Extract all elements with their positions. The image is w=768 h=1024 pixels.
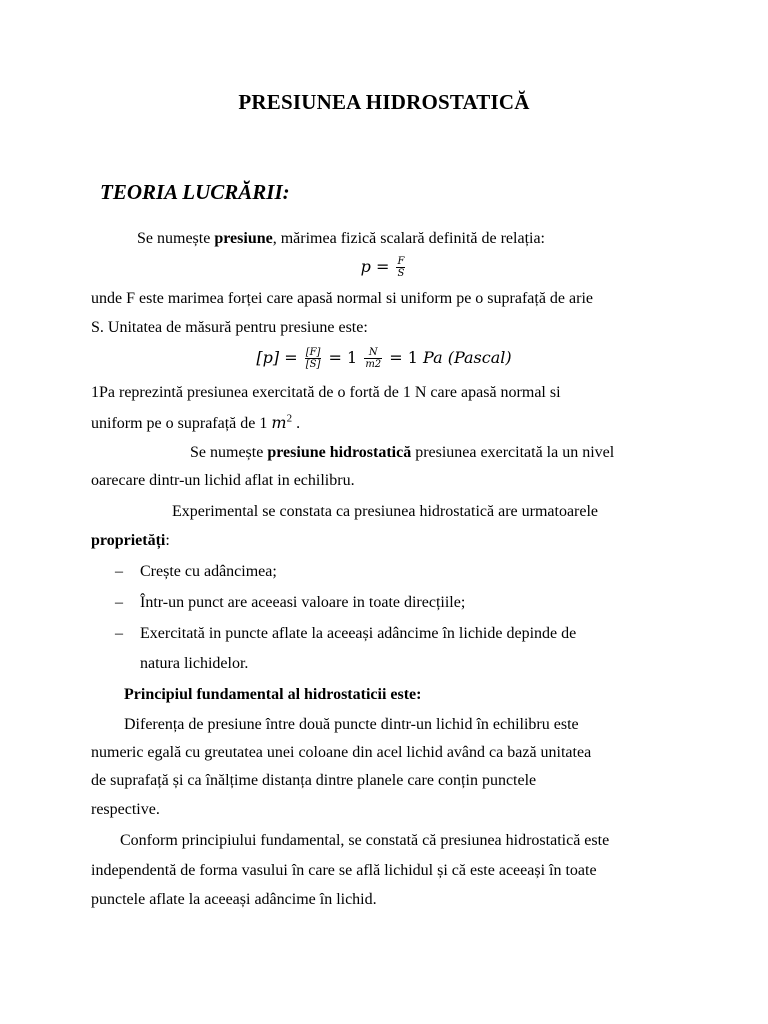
text: uniform pe o suprafață de 1 <box>91 415 272 432</box>
principle-heading: Principiul fundamental al hidrostaticii este: <box>124 686 422 703</box>
text: presiunea exercitată la un nivel <box>411 444 615 461</box>
frac-den: S <box>397 268 405 279</box>
section-heading: TEORIA LUCRĂRII: <box>100 180 290 204</box>
text: Se numește <box>137 230 215 247</box>
list-dash: – <box>115 563 123 580</box>
paragraph-line: Experimental se constata ca presiunea hidrostatică are urmatoarele <box>172 503 599 520</box>
term-presiune-hidrostatica: presiune hidrostatică <box>267 444 412 461</box>
text: , mărimea fizică scalară definită de relația: <box>272 230 545 247</box>
eq-sign: = 1 <box>328 348 358 367</box>
eq-sign: = <box>375 257 390 276</box>
paragraph-line: Diferența de presiune între două puncte dintr-un lichid în echilibru este <box>124 716 579 733</box>
eq-lhs: p <box>360 257 371 276</box>
equation-pressure <box>0 252 768 281</box>
paragraph-line: de suprafață și ca înălțime distanța dintre planele care conțin punctele <box>91 772 537 789</box>
paragraph-definition <box>137 224 677 253</box>
paragraph-line: S. Unitatea de măsură pentru presiune este: <box>91 319 368 336</box>
paragraph-line: punctele aflate la aceeași adâncime în lichid. <box>91 891 377 908</box>
text: Se numește <box>190 444 268 461</box>
paragraph-hydrostatic <box>190 438 674 467</box>
paragraph-line: Conform principiului fundamental, se constată că presiunea hidrostatică este <box>120 832 610 849</box>
paragraph-line: oarecare dintr-un lichid aflat in echilibru. <box>91 472 355 489</box>
eq-sign: = 1 <box>389 348 418 367</box>
frac-num: N <box>364 347 382 359</box>
eq-unit-name: (Pascal) <box>447 348 512 367</box>
frac-num: [F] <box>305 347 321 358</box>
frac-num: F <box>397 256 405 267</box>
math-m: m <box>271 413 287 432</box>
fraction-F-over-S <box>305 347 322 370</box>
term-presiune: presiune <box>214 230 273 247</box>
equation-unit <box>0 343 768 372</box>
paragraph-line: 1Pa reprezintă presiunea exercitată de o fortă de 1 N care apasă normal si <box>91 384 561 401</box>
frac-den: [S] <box>305 359 321 370</box>
paragraph-line: respective. <box>91 801 160 818</box>
fraction-f-over-s <box>396 256 405 279</box>
text: . <box>292 415 301 432</box>
page-title: PRESIUNEA HIDROSTATICĂ <box>238 90 530 114</box>
paragraph-line: numeric egală cu greutatea unei coloane din acel lichid având ca bază unitatea <box>91 744 592 761</box>
eq-unit: Pa <box>423 348 443 367</box>
list-dash: – <box>115 594 123 611</box>
fraction-N-over-m2 <box>364 347 382 370</box>
paragraph-line: independentă de forma vasului în care se află lichidul și că este aceeași în toate <box>91 862 597 879</box>
list-item-text: Într-un punct are aceeasi valoare in toate direcțiile; <box>140 594 466 611</box>
list-item-continuation: natura lichidelor. <box>140 655 249 672</box>
frac-den: m2 <box>365 359 382 370</box>
eq-sign: = <box>284 348 298 367</box>
paragraph-line: unde F este marimea forței care apasă normal si uniform pe o suprafață de arie <box>91 290 594 307</box>
eq-lhs: [p] <box>256 348 280 367</box>
term-proprietati: proprietăți <box>91 532 166 549</box>
list-item-text: Crește cu adâncimea; <box>140 563 277 580</box>
paragraph-line <box>91 526 674 555</box>
text: : <box>165 532 170 549</box>
paragraph-line <box>91 408 674 438</box>
list-item-text: Exercitată in puncte aflate la aceeași adâncime în lichide depinde de <box>140 625 577 642</box>
list-dash: – <box>115 625 123 642</box>
math-exponent: 2 <box>286 412 293 425</box>
